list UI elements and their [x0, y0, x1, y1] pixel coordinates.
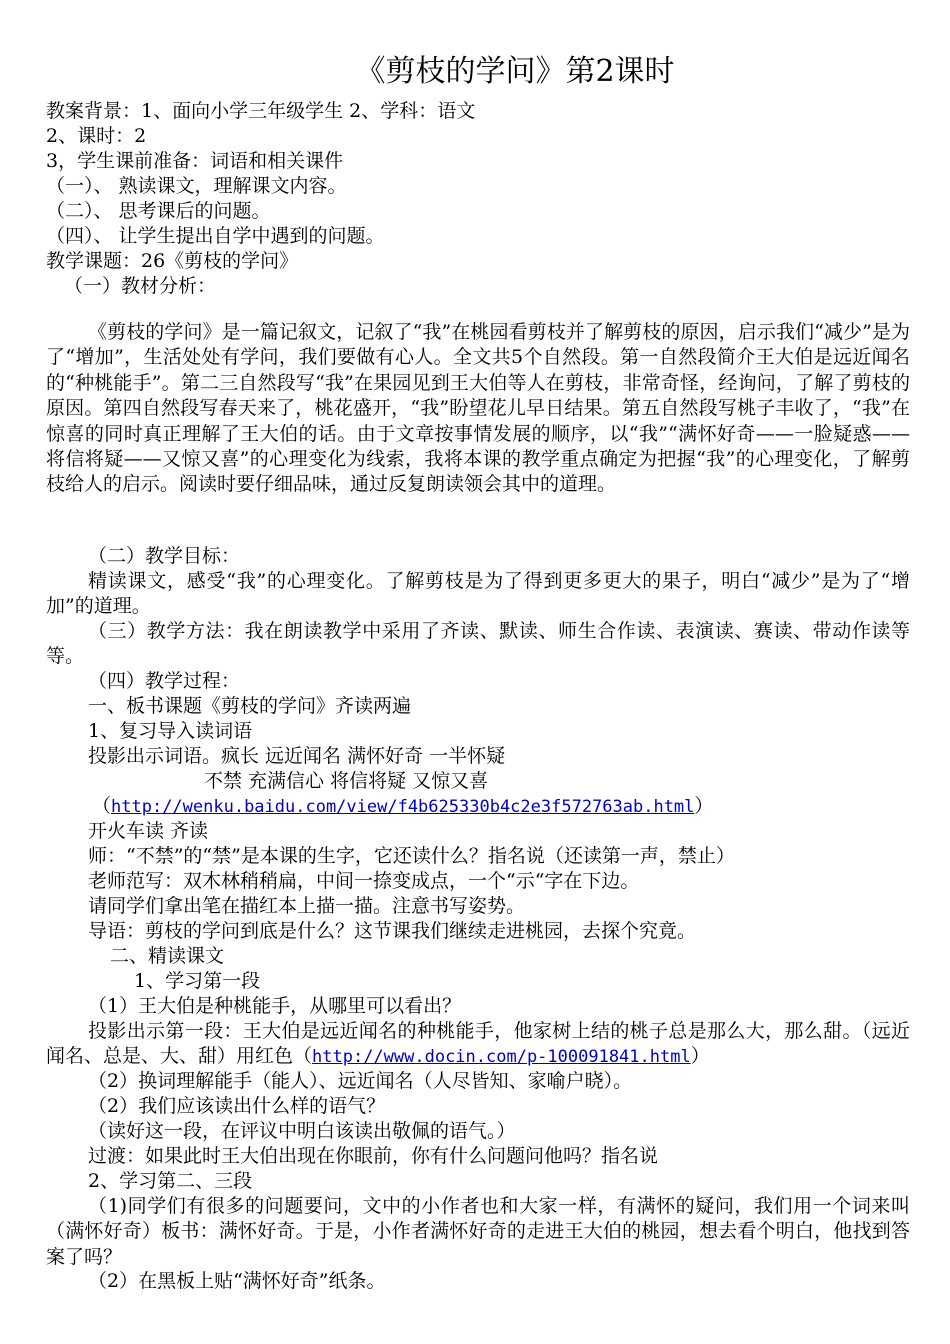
methods-paragraph: （三）教学方法：我在朗读教学中采用了齐读、默读、师生合作读、表演读、赛读、带动作读等等。 [46, 620, 910, 668]
last-step: （2）在黑板上贴“满怀好奇”纸条。 [88, 1270, 386, 1292]
lesson-topic: 教学课题：26《剪枝的学问》 [46, 250, 299, 272]
question-3-answer: （读好这一段，在评议中明白该读出敬佩的语气。） [88, 1120, 516, 1142]
link-close-paren: ） [694, 795, 714, 817]
question-2: （2）换词理解能手（能人）、远近闻名（人尽皆知、家喻户晓）。 [88, 1070, 633, 1092]
show-paragraph-text: 投影出示第一段：王大伯是远近闻名的种桃能手，他家树上结的桃子总是那么大，那么甜。（远近闻名、总是、大、甜）用红色（ [46, 1020, 910, 1068]
paragraph-2-3: （1)同学们有很多的问题要问，文中的小作者也和大家一样，有满怀的疑问，我们用一个词来叫（满怀好奇）板书：满怀好奇。于是，小作者满怀好奇的走进王大伯的桃园，想去看个明白，他找到答案了吗？ [46, 1195, 910, 1268]
lesson-period: 2、课时：2 [46, 125, 147, 147]
prep-item-2: （二）、 思考课后的问题。 [46, 200, 271, 222]
lesson-background: 教案背景：1、面向小学三年级学生 2、学科：语文 [46, 100, 476, 122]
step-2-1: 1、学习第一段 [134, 970, 261, 992]
step-2: 二、精读课文 [110, 945, 225, 967]
wenku-link[interactable]: http://wenku.baidu.com/view/f4b625330b4c2e3f572763ab.html [111, 797, 695, 817]
tracing-note: 请同学们拿出笔在描红本上描一描。注意书写姿势。 [88, 895, 526, 917]
process-heading: （四）教学过程： [88, 670, 241, 692]
transition: 过渡：如果此时王大伯出现在你眼前，你有什么问题问他吗？指名说 [88, 1145, 659, 1167]
question-3: （2）我们应该读出什么样的语气？ [88, 1095, 386, 1117]
link-open-paren: （ [92, 795, 112, 817]
show-paragraph-1 [46, 1019, 910, 1071]
analysis-paragraph: 《剪枝的学问》是一篇记叙文，记叙了“我”在桃园看剪枝并了解剪枝的原因，启示我们“减少”是为了“增加”，生活处处有学问，我们要做有心人。全文共5个自然段。第一自然段简介王大伯是远近闻名的“种桃能手”。第二三自然段写“我”在果园见到王大伯等人在剪枝，非常奇怪，经询问，了解了剪枝的原因。第四自然段写春天来了，桃花盛开，“我”盼望花儿早日结果。第五自然段写桃子丰收了，“我”在惊喜的同时真正理解了王大伯的话。由于文章按事情发展的顺序，以“我”“满怀好奇——一脸疑惑——将信将疑——又惊又喜”的心理变化为线索，我将本课的教学重点确定为把握“我”的心理变化，了解剪枝给人的启示。阅读时要仔细品味，通过反复朗读领会其中的道理。 [46, 321, 910, 496]
docin-link[interactable]: http://www.docin.com/p-100091841.html [312, 1047, 691, 1068]
step-2-2: 2、学习第二、三段 [88, 1170, 253, 1192]
vocab-line-1: 投影出示词语。疯长 远近闻名 满怀好奇 一半怀疑 [88, 745, 506, 767]
prep-item-4: （四）、 让学生提出自学中遇到的问题。 [46, 225, 385, 247]
goals-paragraph: 精读课文，感受“我”的心理变化。了解剪枝是为了得到更多更大的果子，明白“减少”是为了“增加”的道理。 [46, 570, 910, 618]
step-1: 一、板书课题《剪枝的学问》齐读两遍 [88, 695, 412, 717]
link-line-1 [92, 794, 713, 820]
question-1: （1）王大伯是种桃能手，从哪里可以看出？ [88, 995, 462, 1017]
student-prep: 3，学生课前准备：词语和相关课件 [46, 150, 344, 172]
train-reading: 开火车读 齐读 [88, 820, 209, 842]
goals-heading: （二）教学目标： [88, 545, 241, 567]
teacher-demo: 老师范写：双木林稍稍扁，中间一捺变成点，一个“示“字在下边。 [88, 870, 640, 892]
link2-close-paren: ） [690, 1045, 710, 1068]
analysis-heading: （一）教材分析： [64, 275, 217, 297]
step-1-1: 1、复习导入读词语 [88, 720, 253, 742]
lead-in: 导语：剪枝的学问到底是什么？这节课我们继续走进桃园，去探个究竟。 [88, 920, 697, 942]
page-title: 《剪枝的学问》第2课时 [355, 54, 675, 89]
vocab-line-2: 不禁 充满信心 将信将疑 又惊又喜 [204, 770, 489, 792]
prep-item-1: （一）、 熟读课文，理解课文内容。 [46, 175, 347, 197]
teacher-question: 师：“不禁”的“禁”是本课的生字，它还读什么？指名说（还读第一声，禁止） [88, 845, 735, 867]
